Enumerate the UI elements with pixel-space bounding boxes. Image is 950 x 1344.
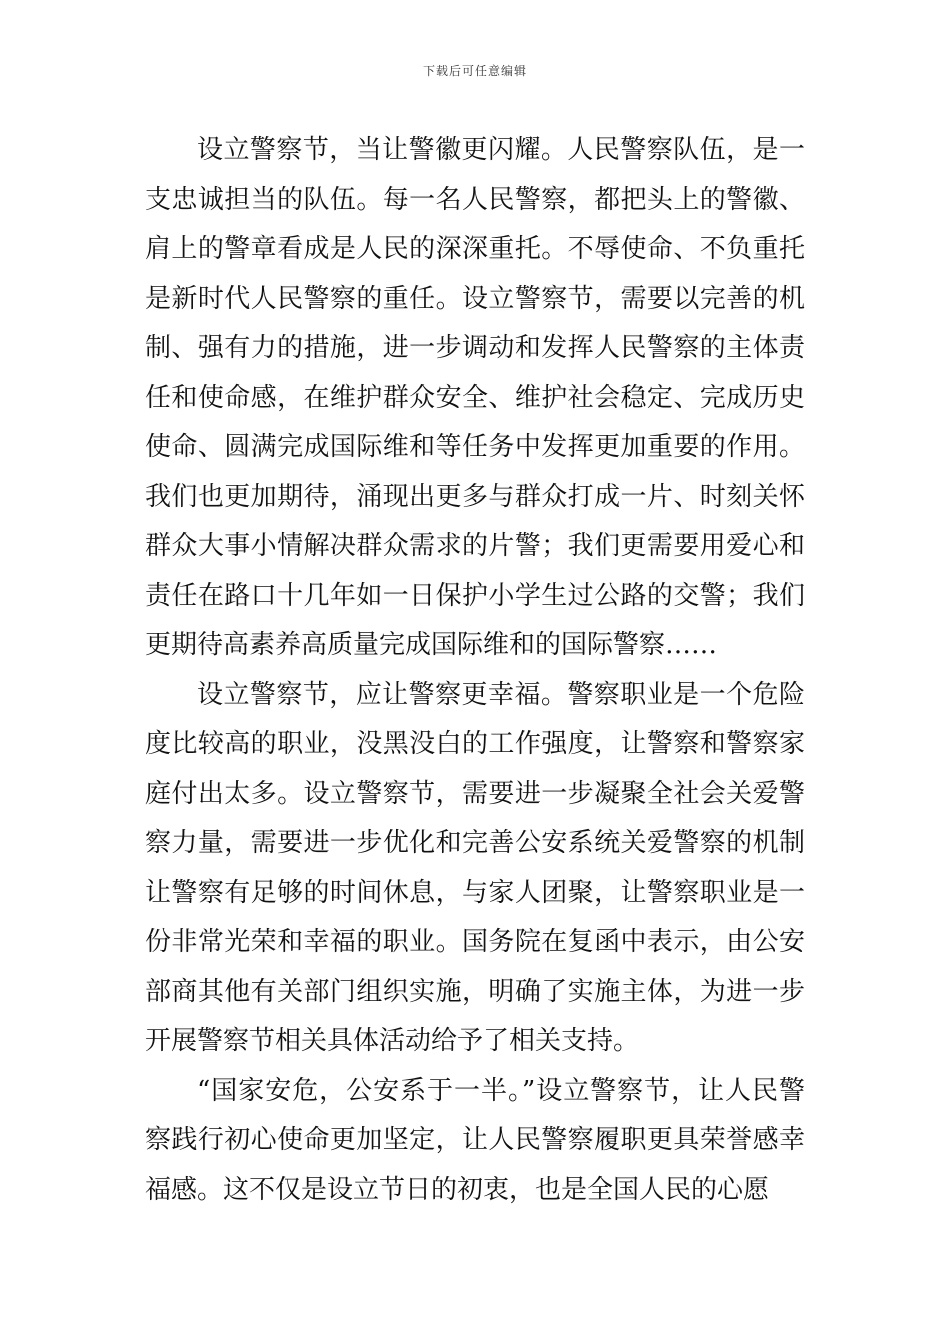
paragraph-national-security: “国家安危，公安系于一半。”设立警察节，让人民警察践行初心使命更加坚定，让人民警察履职更具荣誉感幸福感。这不仅是设立节日的初衷，也是全国人民的心愿 (145, 1075, 805, 1205)
paragraph-police-happiness: 设立警察节，应让警察更幸福。警察职业是一个危险度比较高的职业，没黑没白的工作强度，让警察和警察家庭付出太多。设立警察节，需要进一步凝聚全社会关爱警察力量，需要进一步优化和完善公安系统关爱警察的机制让警察有足够的时间休息，与家人团聚，让警察职业是一份非常光荣和幸福的职业。国务院在复函中表示，由公安部商其他有关部门组织实施，明确了实施主体，为进一步开展警察节相关具体活动给予了相关支持。 (145, 679, 805, 1056)
download-note: 下载后可任意编辑 (422, 64, 527, 78)
document-body (145, 126, 805, 1215)
paragraph-police-emblem: 设立警察节，当让警徽更闪耀。人民警察队伍，是一支忠诚担当的队伍。每一名人民警察，都把头上的警徽、肩上的警章看成是人民的深深重托。不辱使命、不负重托是新时代人民警察的重任。设立警察节，需要以完善的机制、强有力的措施，进一步调动和发挥人民警察的主体责任和使命感，在维护群众安全、维护社会稳定、完成历史使命、圆满完成国际维和等任务中发挥更加重要的作用。我们也更加期待，涌现出更多与群众打成一片、时刻关怀群众大事小情解决群众需求的片警；我们更需要用爱心和责任在路口十几年如一日保护小学生过公路的交警；我们更期待高素养高质量完成国际维和的国际警察…… (145, 135, 805, 660)
